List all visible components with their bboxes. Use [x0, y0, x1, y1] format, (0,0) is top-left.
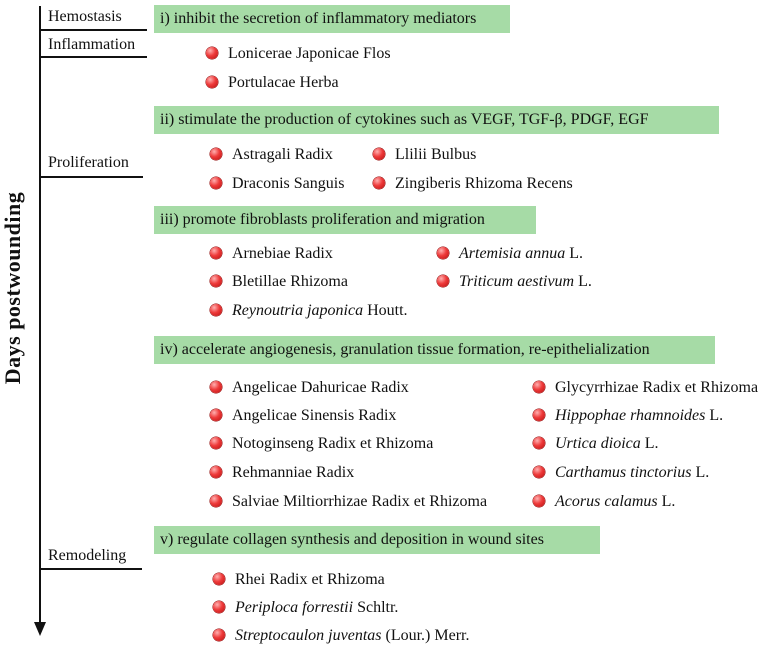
herb-item: Angelicae Dahuricae Radix: [210, 379, 409, 397]
bullet-icon: [210, 304, 222, 316]
herb-item: Draconis Sanguis: [210, 175, 344, 193]
bullet-icon: [373, 148, 385, 160]
bullet-icon: [210, 409, 222, 421]
timeline-axis-line: [39, 6, 41, 624]
stage-tick-hemostasis: [40, 29, 147, 31]
herb-item: Streptocaulon juventas (Lour.) Merr.: [213, 627, 469, 645]
bullet-icon: [206, 76, 218, 88]
bullet-icon: [533, 495, 545, 507]
herb-item: Periploca forrestii Schltr.: [213, 599, 398, 617]
herb-item: Artemisia annua L.: [437, 245, 583, 263]
bullet-icon: [373, 177, 385, 189]
mechanism-header-iii: iii) promote fibroblasts proliferation and migration: [154, 206, 536, 234]
herb-item: Llilii Bulbus: [373, 146, 476, 164]
bullet-icon: [210, 466, 222, 478]
herb-item: Lonicerae Japonicae Flos: [206, 45, 391, 63]
bullet-icon: [213, 601, 225, 613]
stage-label-proliferation: Proliferation: [48, 154, 129, 171]
bullet-icon: [210, 495, 222, 507]
stage-label-hemostasis: Hemostasis: [48, 8, 122, 25]
stage-tick-proliferation: [40, 176, 143, 178]
axis-label: Days postwounding: [0, 191, 25, 385]
bullet-icon: [206, 47, 218, 59]
mechanism-header-ii: ii) stimulate the production of cytokines such as VEGF, TGF-β, PDGF, EGF: [154, 106, 719, 134]
herb-item: Rhei Radix et Rhizoma: [213, 571, 385, 589]
bullet-icon: [210, 381, 222, 393]
herb-item: Zingiberis Rhizoma Recens: [373, 175, 573, 193]
stage-label-remodeling: Remodeling: [48, 547, 127, 564]
bullet-icon: [213, 629, 225, 641]
bullet-icon: [533, 466, 545, 478]
herb-item: Hippophae rhamnoides L.: [533, 407, 723, 425]
herb-item: Salviae Miltiorrhizae Radix et Rhizoma: [210, 493, 487, 511]
herb-item: Notoginseng Radix et Rhizoma: [210, 435, 433, 453]
herb-item: Arnebiae Radix: [210, 245, 333, 263]
bullet-icon: [210, 247, 222, 259]
herb-item: Portulacae Herba: [206, 74, 339, 92]
stage-label-inflammation: Inflammation: [48, 36, 136, 53]
bullet-icon: [437, 275, 449, 287]
bullet-icon: [210, 275, 222, 287]
stage-tick-inflammation: [40, 56, 147, 58]
herb-item: Angelicae Sinensis Radix: [210, 407, 396, 425]
bullet-icon: [210, 148, 222, 160]
herb-item: Rehmanniae Radix: [210, 464, 354, 482]
herb-item: Bletillae Rhizoma: [210, 273, 348, 291]
bullet-icon: [210, 437, 222, 449]
bullet-icon: [210, 177, 222, 189]
herb-item: Carthamus tinctorius L.: [533, 464, 709, 482]
herb-item: Triticum aestivum L.: [437, 273, 592, 291]
herb-item: Urtica dioica L.: [533, 435, 659, 453]
herb-item: Reynoutria japonica Houtt.: [210, 302, 408, 320]
bullet-icon: [533, 381, 545, 393]
mechanism-header-iv: iv) accelerate angiogenesis, granulation tissue formation, re-epithelialization: [154, 336, 715, 364]
herb-item: Acorus calamus L.: [533, 493, 675, 511]
timeline-arrow-head: [34, 622, 46, 636]
herb-item: Glycyrrhizae Radix et Rhizoma: [533, 379, 758, 397]
bullet-icon: [437, 247, 449, 259]
herb-item: Astragali Radix: [210, 146, 333, 164]
stage-tick-remodeling: [40, 568, 142, 570]
bullet-icon: [533, 437, 545, 449]
mechanism-header-v: v) regulate collagen synthesis and deposition in wound sites: [154, 526, 600, 554]
bullet-icon: [213, 573, 225, 585]
mechanism-header-i: i) inhibit the secretion of inflammatory mediators: [154, 5, 510, 33]
bullet-icon: [533, 409, 545, 421]
